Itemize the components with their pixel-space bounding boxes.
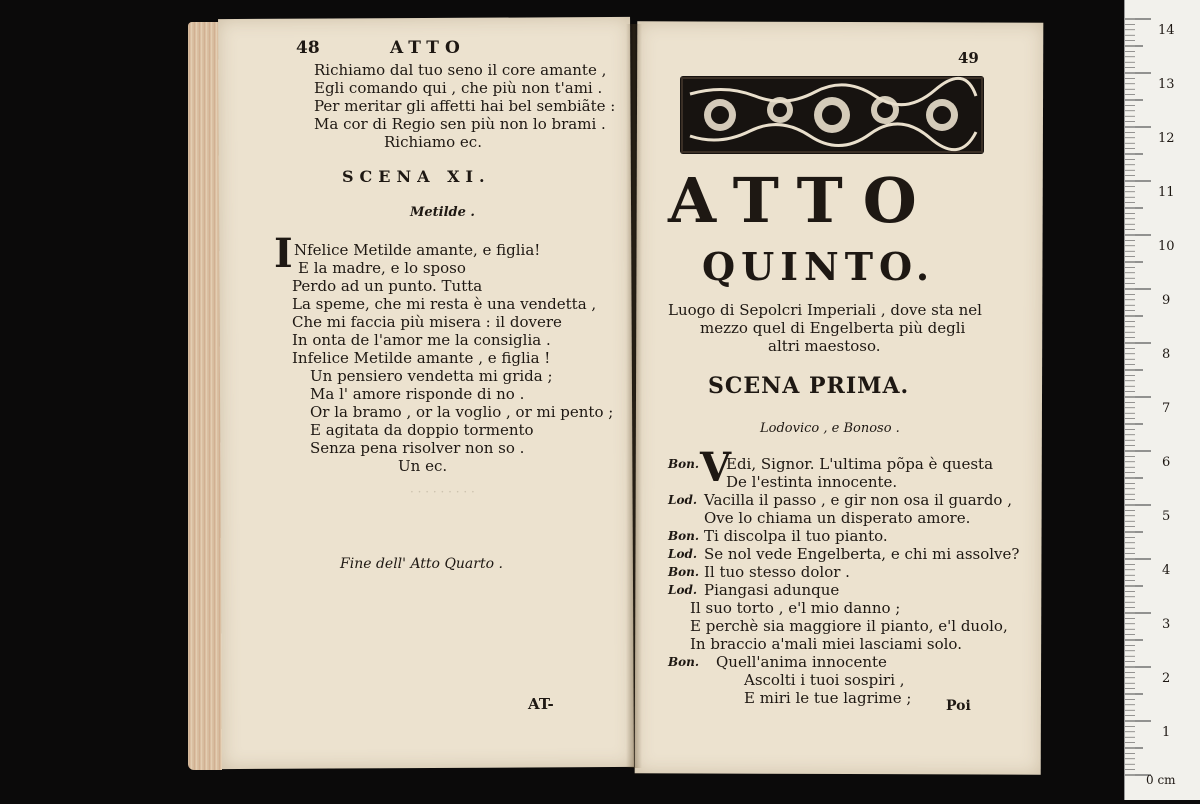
dialogue-line: Ascolti i tuoi sospiri , <box>744 671 905 689</box>
left-page-number: 48 <box>296 38 320 58</box>
monologue-line: Senza pena risolver non so . <box>310 439 525 457</box>
dialogue-line: Quell'anima innocente <box>716 653 887 671</box>
dialogue-line: De l'estinta innocente. <box>726 473 898 491</box>
woodcut-ornament <box>680 76 984 154</box>
ruler-number: 9 <box>1162 293 1171 308</box>
dialogue-line: Se nol vede Engelberta, e chi mi assolve? <box>704 545 1020 563</box>
aria-line: Per meritar gli affetti hai bel sembiãte : <box>314 97 616 115</box>
monologue-line: E la madre, e lo sposo <box>298 259 466 277</box>
right-catchword: Poi <box>946 698 971 714</box>
monologue-line: E agitata da doppio tormento <box>310 421 534 439</box>
dialogue-line: E perchè sia maggiore il pianto, e'l duolo, <box>690 617 1008 635</box>
aria-line: Ma cor di Regio sen più non lo brami . <box>314 115 606 133</box>
speaker-label: Bon. <box>668 457 700 471</box>
monologue-line: Or la bramo , or la voglio , or mi pento ; <box>310 403 614 421</box>
setting-line: mezzo quel di Engelberta più degli <box>700 319 966 337</box>
ruler-number: 0 cm <box>1146 773 1176 787</box>
monologue-line: Un pensiero vendetta mi grida ; <box>310 367 553 385</box>
dialogue-line: E miri le tue lagrime ; <box>744 689 912 707</box>
aria-line: Egli comando qui , che più non t'ami . <box>314 79 603 97</box>
monologue-line: La speme, che mi resta è una vendetta , <box>292 295 597 313</box>
monologue-line: Perdo ad un punto. Tutta <box>292 277 483 295</box>
ruler-number: 8 <box>1162 347 1171 362</box>
act-title: ATTO <box>668 164 937 237</box>
monologue-line: Infelice Metilde amante , e figlia ! <box>292 349 551 367</box>
ruler-number: 5 <box>1162 509 1171 524</box>
right-characters: Lodovico , e Bonoso . <box>760 421 900 436</box>
dialogue-line: Piangasi adunque <box>704 581 840 599</box>
dialogue-line: In braccio a'mali miei lasciami solo. <box>690 635 962 653</box>
ruler-number: 6 <box>1162 455 1171 470</box>
speaker-label: Bon. <box>668 565 700 579</box>
end-of-act-line: Fine dell' Atto Quarto . <box>340 556 503 572</box>
dialogue-line: Edi, Signor. L'ultima põpa è questa <box>726 455 994 473</box>
ruler-number: 1 <box>1162 725 1171 740</box>
left-scene-title: SCENA XI. <box>342 167 491 186</box>
ruler-number: 3 <box>1162 617 1171 632</box>
dialogue-line: Il suo torto , e'l mio danno ; <box>690 599 901 617</box>
left-running-head: ATTO <box>390 38 466 58</box>
monologue-line: Che mi faccia più misera : il dovere <box>292 313 562 331</box>
show-through-text: · · · · · · · · · <box>410 485 475 499</box>
ruler-number: 12 <box>1158 131 1175 146</box>
dialogue-line: Ove lo chiama un disperato amore. <box>704 509 971 527</box>
setting-line: Luogo di Sepolcri Imperiali , dove sta nel <box>668 301 982 319</box>
ruler-number: 7 <box>1162 401 1171 416</box>
dialogue-line: Vacilla il passo , e gir non osa il guardo , <box>704 491 1012 509</box>
ruler-number: 11 <box>1158 185 1175 200</box>
ruler-number: 10 <box>1158 239 1175 254</box>
right-drop-cap: V <box>700 444 732 491</box>
book-fore-edge <box>188 22 222 770</box>
speaker-label: Lod. <box>668 547 698 561</box>
speaker-label: Lod. <box>668 493 698 507</box>
monologue-line: Un ec. <box>398 457 448 475</box>
monologue-line: Ma l' amore risponde di no . <box>310 385 525 403</box>
right-scene-title: SCENA PRIMA. <box>708 373 910 399</box>
aria-line: Richiamo dal tuo seno il core amante , <box>314 61 607 79</box>
left-character-name: Metilde . <box>410 205 475 220</box>
left-drop-cap: I <box>274 230 293 277</box>
speaker-label: Bon. <box>668 655 700 669</box>
setting-line: altri maestoso. <box>768 337 881 355</box>
book-gutter <box>626 24 642 768</box>
ruler-number: 14 <box>1158 23 1175 38</box>
left-catchword: AT- <box>528 695 554 713</box>
aria-line: Richiamo ec. <box>384 133 482 151</box>
ruler-number: 2 <box>1162 671 1171 686</box>
speaker-label: Lod. <box>668 583 698 597</box>
dialogue-line: Ti discolpa il tuo pianto. <box>704 527 888 545</box>
act-subtitle: QUINTO. <box>702 244 936 289</box>
monologue-line: Nfelice Metilde amante, e figlia! <box>294 241 541 259</box>
ruler-number: 13 <box>1158 77 1175 92</box>
right-page-number: 49 <box>958 49 979 67</box>
dialogue-line: Il tuo stesso dolor . <box>704 563 850 581</box>
monologue-line: In onta de l'amor me la consiglia . <box>292 331 551 349</box>
speaker-label: Bon. <box>668 529 700 543</box>
ruler-number: 4 <box>1162 563 1171 578</box>
